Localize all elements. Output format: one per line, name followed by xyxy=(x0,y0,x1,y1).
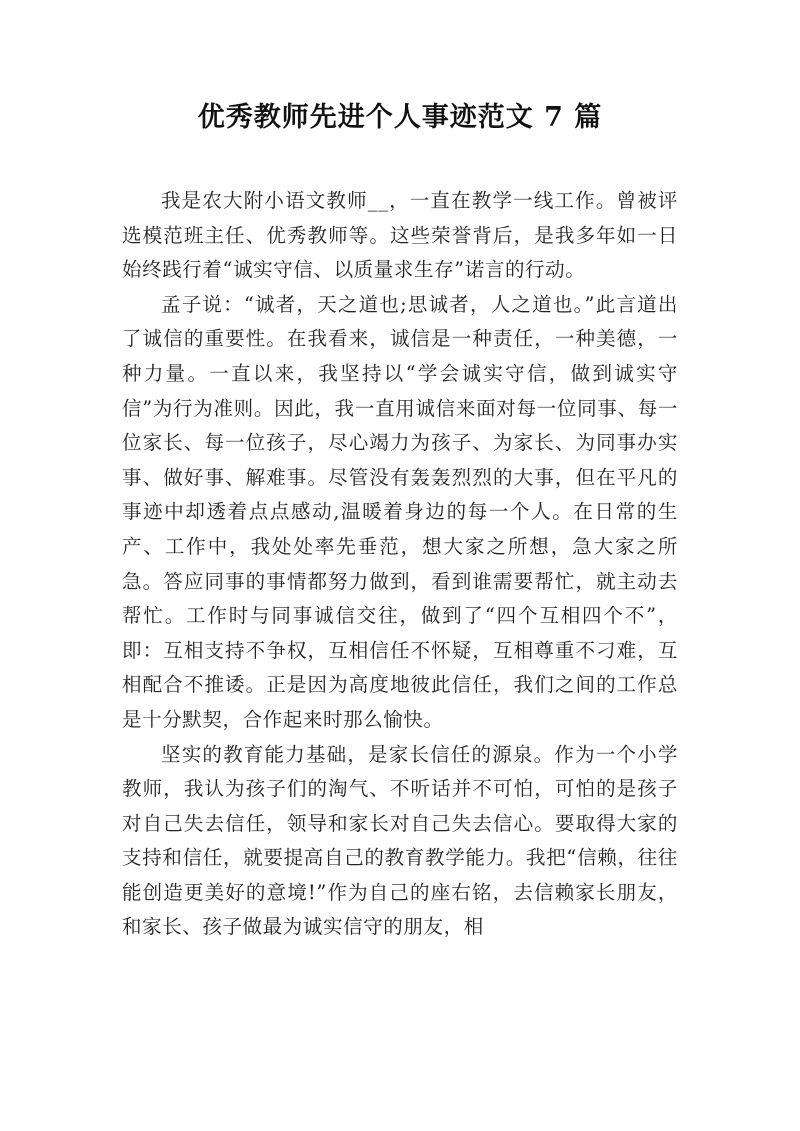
document-title: 优秀教师先进个人事迹范文 7 篇 xyxy=(197,102,603,133)
document-body xyxy=(122,184,678,945)
paragraph-2: 孟子说：“诚者，天之道也;思诚者，人之道也。”此言道出了诚信的重要性。在我看来，诚信是一种责任，一种美德，一种力量。一直以来，我坚持以“学会诚实守信，做到诚实守信”为行为准则。因此，我一直用诚信来面对每一位同事、每一位家长、每一位孩子，尽心竭力为孩子、为家长、为同事办实事、做好事、解难事。尽管没有轰轰烈烈的大事，但在平凡的事迹中却透着点点感动,温暖着身边的每一个人。在日常的生产、工作中，我处处率先垂范，想大家之所想，急大家之所急。答应同事的事情都努力做到，看到谁需要帮忙，就主动去帮忙。工作时与同事诚信交往，做到了“四个互相四个不”，即：互相支持不争权，互相信任不怀疑，互相尊重不刁难，互相配合不推诿。正是因为高度地彼此信任，我们之间的工作总是十分默契，合作起来时那么愉快。 xyxy=(122,292,678,731)
paragraph-1: 我是农大附小语文教师__，一直在教学一线工作。曾被评选模范班主任、优秀教师等。这些荣誉背后，是我多年如一日始终践行着“诚实守信、以质量求生存”诺言的行动。 xyxy=(122,189,678,282)
paragraph-3: 坚实的教育能力基础，是家长信任的源泉。作为一个小学教师，我认为孩子们的淘气、不听话并不可怕，可怕的是孩子对自己失去信任，领导和家长对自己失去信心。要取得大家的支持和信任，就要提高自己的教育教学能力。我把“信赖，往往能创造更美好的意境!”作为自己的座右铭，去信赖家长朋友，和家长、孩子做最为诚实信守的朋友，相 xyxy=(122,742,678,939)
